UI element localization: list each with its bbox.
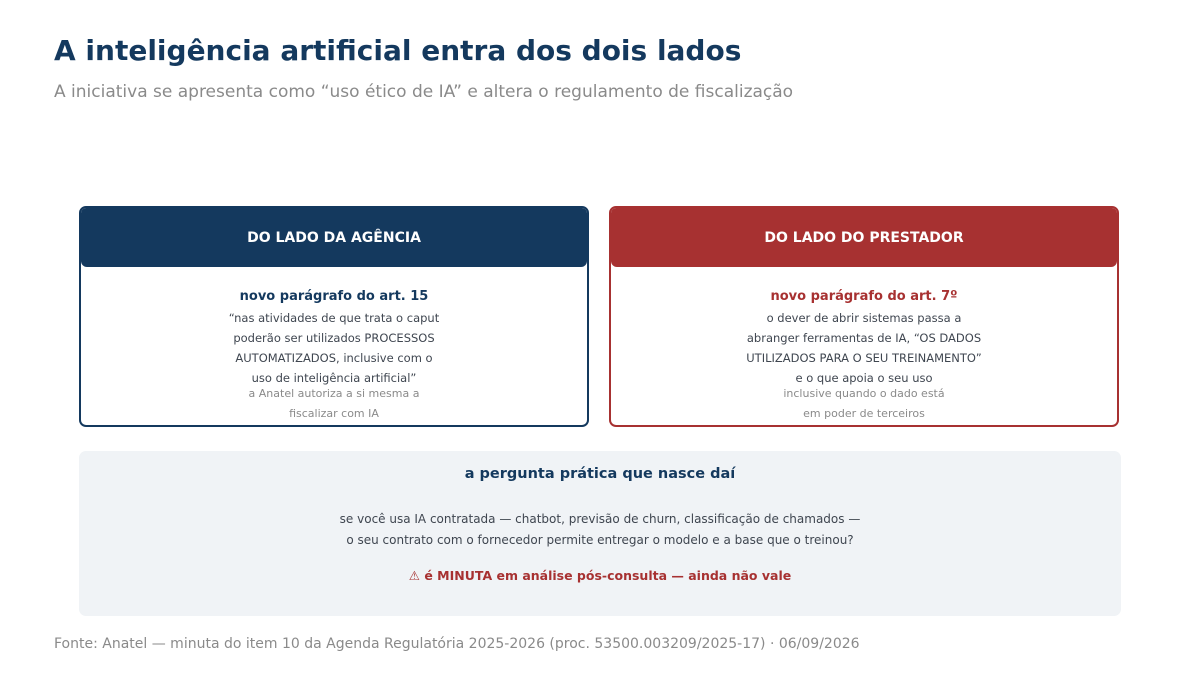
provider-note [754,384,974,424]
agency-quote [209,308,459,384]
provider-card [609,206,1119,427]
page-subtitle: A iniciativa se apresenta como “uso ético de IA” e altera o regulamento de fiscalização [54,82,794,102]
provider-paragraph-title: novo parágrafo do art. 7º [770,289,958,304]
provider-quote-line: o dever de abrir sistemas passa a [766,311,962,325]
agency-card-body [81,267,587,424]
question-line: o seu contrato com o fornecedor permite entregar o modelo e a base que o treinou? [346,533,854,547]
provider-note-line: em poder de terceiros [803,407,925,420]
agency-card [79,206,589,427]
agency-quote-line: uso de inteligência artificial” [251,371,417,385]
agency-paragraph-title: novo parágrafo do art. 15 [239,289,429,304]
agency-quote-line: AUTOMATIZADOS, inclusive com o [235,351,433,365]
agency-card-header: DO LADO DA AGÊNCIA [81,208,587,267]
page-title: A inteligência artificial entra dos dois lados [54,34,742,67]
provider-quote-line: abranger ferramentas de IA, “OS DADOS [746,331,982,345]
agency-quote-line: “nas atividades de que trata o caput [228,311,440,325]
provider-quote [729,308,999,384]
agency-quote-line: poderão ser utilizados PROCESSOS [233,331,435,345]
agency-note [224,384,444,424]
agency-note-line: fiscalizar com IA [289,407,379,420]
source-note: Fonte: Anatel — minuta do item 10 da Agenda Regulatória 2025-2026 (proc. 53500.003209/2025-17) · 06/09/2026 [54,636,860,652]
provider-card-header: DO LADO DO PRESTADOR [611,208,1117,267]
provider-card-body [611,267,1117,424]
provider-note-line: inclusive quando o dado está [783,387,945,400]
provider-quote-line: e o que apoia o seu uso [795,371,933,385]
question-line: se você usa IA contratada — chatbot, previsão de churn, classificação de chamados — [339,512,861,526]
question-title: a pergunta prática que nasce daí [464,466,736,482]
question-text [79,509,1121,551]
provider-quote-line: UTILIZADOS PARA O SEU TREINAMENTO” [746,351,982,365]
agency-note-line: a Anatel autoriza a si mesma a [248,387,420,400]
question-box [79,451,1121,616]
draft-warning: ⚠ é MINUTA em análise pós-consulta — ainda não vale [408,568,792,583]
